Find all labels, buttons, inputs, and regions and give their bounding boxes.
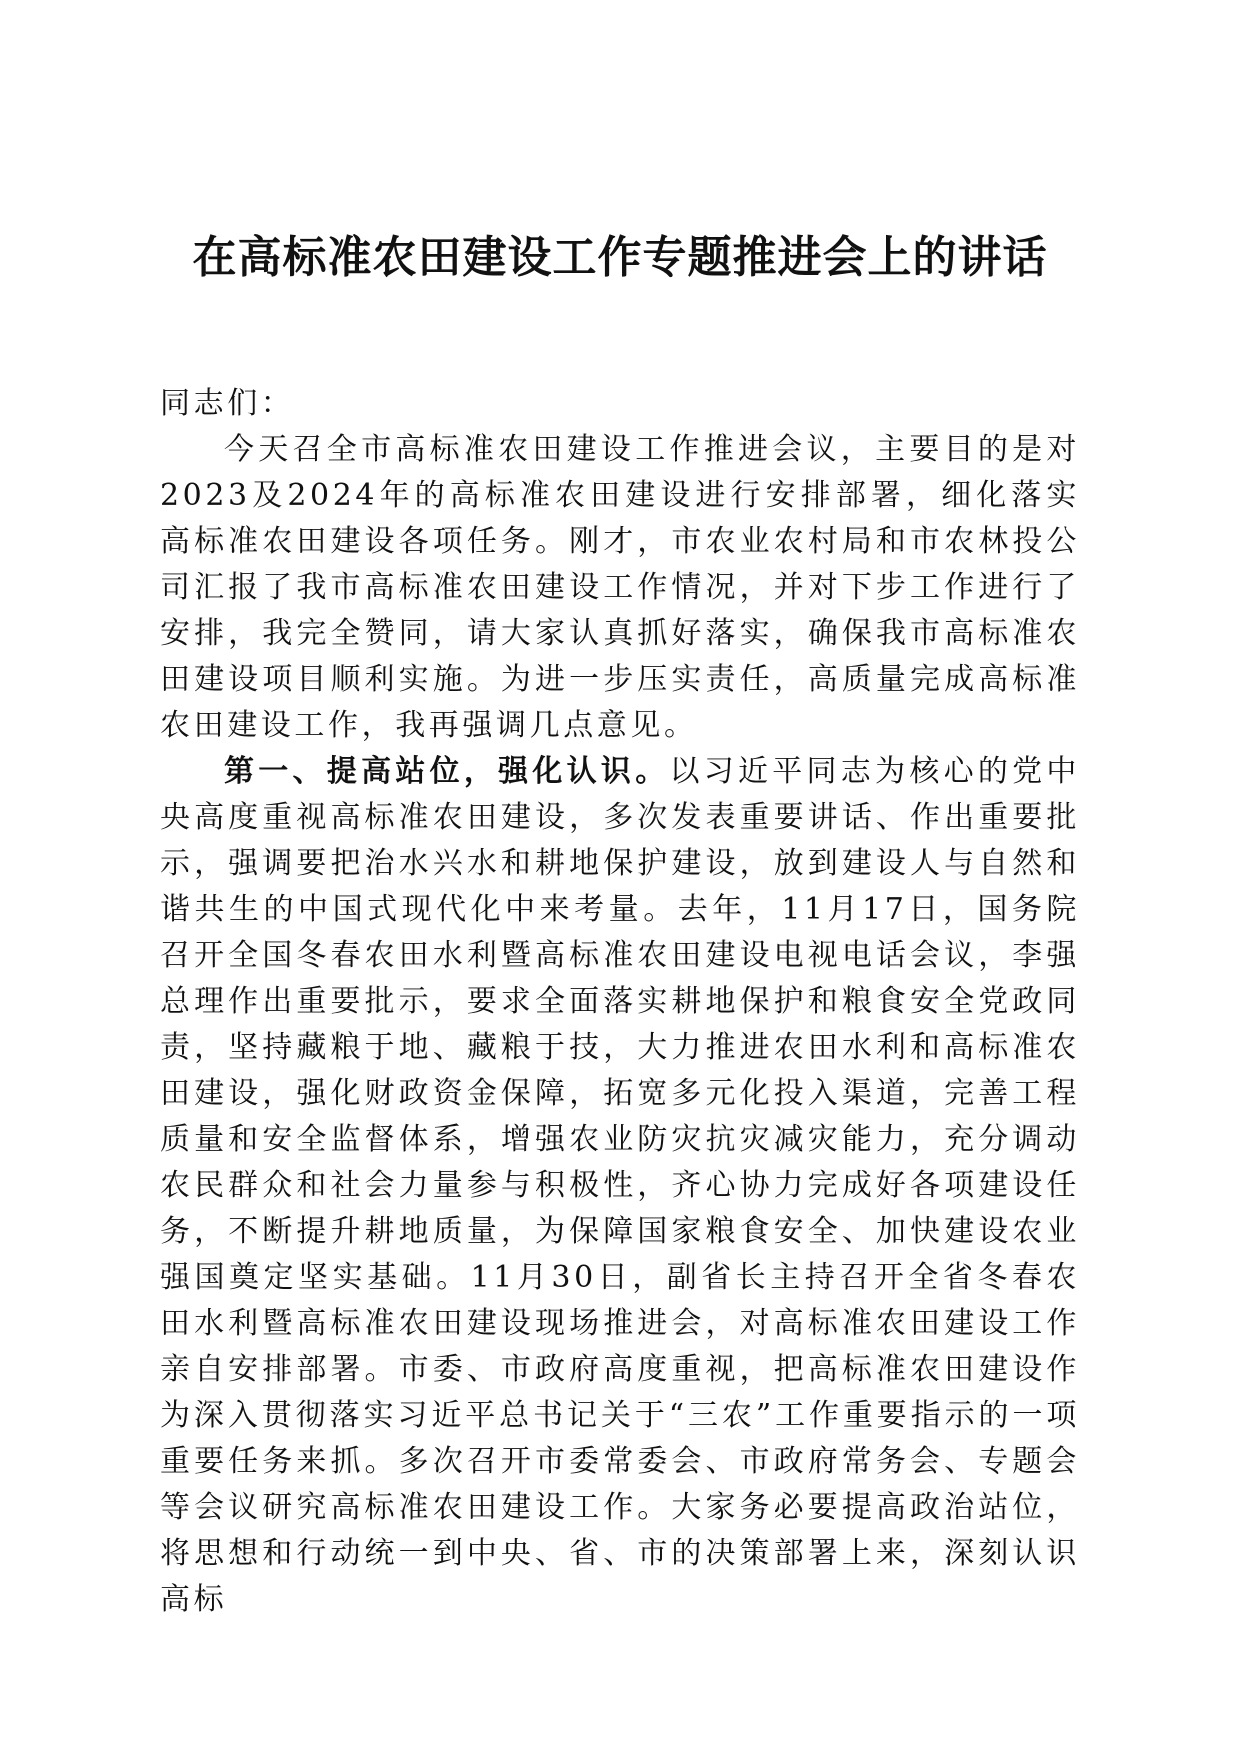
paragraph-heading: 第一、提高站位，强化认识。 bbox=[224, 754, 670, 789]
salutation: 同志们： bbox=[160, 386, 295, 421]
document-body bbox=[160, 381, 1080, 1623]
paragraph-text: 以习近平同志为核心的党中央高度重视高标准农田建设，多次发表重要讲话、作出重要批示，强调要把治水兴水和耕地保护建设，放到建设人与自然和谐共生的中国式现代化中来考量。去年，11月17日，国务院召开全国冬春农田水利暨高标准农田建设电视电话会议，李强总理作出重要批示，要求全面落实耕地保护和粮食安全党政同责，坚持藏粮于地、藏粮于技，大力推进农田水利和高标准农田建设，强化财政资金保障，拓宽多元化投入渠道，完善工程质量和安全监督体系，增强农业防灾抗灾减灾能力，充分调动农民群众和社会力量参与积极性，齐心协力完成好各项建设任务，不断提升耕地质量，为保障国家粮食安全、加快建设农业强国奠定坚实基础。11月30日，副省长主持召开全省冬春农田水利暨高标准农田建设现场推进会，对高标准农田建设工作亲自安排部署。市委、市政府高度重视，把高标准农田建设作为深入贯彻落实习近平总书记关于“三农”工作重要指示的一项重要任务来抓。多次召开市委常委会、市政府常务会、专题会等会议研究高标准农田建设工作。大家务必要提高政治站位，将思想和行动统一到中央、省、市的决策部署上来，深刻认识高标 bbox=[160, 754, 1080, 1617]
paragraph-point-one bbox=[160, 749, 1080, 1623]
paragraph-intro bbox=[160, 427, 1080, 749]
document-title: 在高标准农田建设工作专题推进会上的讲话 bbox=[192, 232, 1048, 283]
paragraph-text: 今天召全市高标准农田建设工作推进会议，主要目的是对2023及2024年的高标准农田建设进行安排部署，细化落实高标准农田建设各项任务。刚才，市农业农村局和市农林投公司汇报了我市高标准农田建设工作情况，并对下步工作进行了安排，我完全赞同，请大家认真抓好落实，确保我市高标准农田建设项目顺利实施。为进一步压实责任，高质量完成高标准农田建设工作，我再强调几点意见。 bbox=[160, 432, 1080, 743]
